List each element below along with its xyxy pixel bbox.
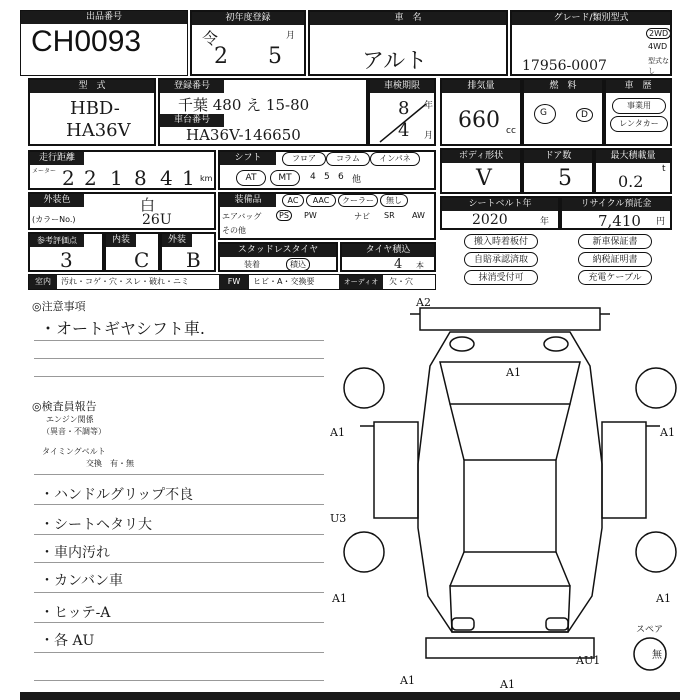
mileage-header: 走行距離 bbox=[30, 152, 84, 165]
mark-u3: U3 bbox=[330, 512, 347, 525]
report-rule-6 bbox=[34, 652, 324, 653]
shift-4: 4 bbox=[310, 172, 316, 182]
first-reg-era: 令 bbox=[202, 29, 219, 48]
report-timing-sub: 交換 有・無 bbox=[86, 459, 134, 468]
mark-a1-bottom-left: A1 bbox=[400, 674, 415, 687]
first-reg-month-unit: 月 bbox=[286, 31, 296, 41]
doc-cancel: 抹消受付可 bbox=[464, 270, 538, 285]
mark-au1: AU1 bbox=[576, 654, 601, 667]
doors-box bbox=[522, 148, 594, 194]
report-item-3: ・車内汚れ bbox=[40, 545, 110, 561]
fw-label: FW bbox=[219, 275, 249, 289]
shift-other: 他 bbox=[352, 175, 362, 185]
grade-value: 17956-0007 bbox=[522, 58, 607, 74]
shift-6: 6 bbox=[338, 172, 344, 182]
shift-header: シフト bbox=[220, 152, 276, 165]
body-type-value: V bbox=[476, 166, 492, 191]
report-item-1: ・ハンドルグリップ不良 bbox=[40, 487, 194, 503]
doors-value: 5 bbox=[558, 166, 572, 191]
grade-box bbox=[510, 10, 672, 76]
model-box bbox=[28, 78, 156, 146]
model-line1: HBD- bbox=[70, 98, 120, 119]
audio-items: 欠・穴 bbox=[389, 277, 413, 286]
shift-box bbox=[218, 150, 436, 190]
fuel-header: 燃 料 bbox=[524, 80, 602, 93]
doc-plate: 搬入時着板付 bbox=[464, 234, 538, 249]
capacity-value: 0.2 bbox=[618, 172, 644, 191]
report-rule-7 bbox=[34, 680, 324, 681]
equip-pw: PW bbox=[304, 211, 317, 220]
recycle-header: リサイクル預託金 bbox=[562, 198, 670, 211]
tire-header: タイヤ積込 bbox=[342, 244, 434, 257]
report-rule-5 bbox=[34, 622, 324, 623]
displacement-value: 660 bbox=[458, 108, 500, 133]
inspection-year-unit: 年 bbox=[424, 101, 434, 111]
displacement-header: 排気量 bbox=[442, 80, 520, 93]
doc-tax: 納税証明書 bbox=[578, 252, 652, 267]
fuel-box bbox=[522, 78, 604, 146]
car-name-header: 車 名 bbox=[310, 12, 506, 25]
lot-header: 出品番号 bbox=[21, 11, 187, 24]
model-line2: HA36V bbox=[66, 120, 131, 141]
first-reg-box bbox=[190, 10, 306, 76]
report-header: ◎検査員報告 bbox=[32, 400, 97, 413]
grade-header: グレード/類別型式 bbox=[512, 12, 670, 25]
equipment-box bbox=[218, 192, 436, 240]
mileage-digit-6: 1 bbox=[182, 166, 195, 190]
registration-box bbox=[158, 78, 368, 146]
equip-aw: AW bbox=[412, 211, 425, 220]
recycle-box bbox=[560, 196, 672, 230]
seatbelt-value: 2020 bbox=[472, 212, 508, 228]
inspection-year: 8 bbox=[398, 98, 410, 119]
shift-floor: フロア bbox=[282, 152, 326, 166]
interior-value: C bbox=[134, 248, 150, 272]
studless-loaded: 積込 bbox=[286, 258, 310, 271]
report-engine: エンジン関係 bbox=[46, 415, 94, 424]
spare-label: スペア bbox=[636, 625, 664, 635]
notes-rule-2 bbox=[34, 358, 324, 359]
equip-ac: AC bbox=[282, 194, 304, 207]
doc-warranty: 新車保証書 bbox=[578, 234, 652, 249]
notes-rule-1 bbox=[34, 340, 324, 341]
report-rule-1 bbox=[34, 504, 324, 505]
mileage-digit-1: 2 bbox=[62, 166, 75, 190]
report-timing: タイミングベルト bbox=[42, 447, 106, 456]
doors-header: ドア数 bbox=[524, 150, 592, 163]
displacement-unit: cc bbox=[506, 126, 516, 136]
registration-header: 登録番号 bbox=[160, 80, 224, 93]
drive-4wd: 4WD bbox=[648, 42, 668, 51]
first-reg-header: 初年度登録 bbox=[192, 12, 304, 25]
equip-navi: ナビ bbox=[354, 212, 370, 221]
fuel-g: G bbox=[540, 108, 547, 118]
shift-at: AT bbox=[236, 170, 266, 186]
report-item-5: ・ヒッテ-A bbox=[40, 605, 111, 621]
exterior-color-value: 白 bbox=[140, 196, 156, 214]
equipment-header: 装備品 bbox=[220, 194, 276, 207]
interior-box bbox=[104, 232, 160, 272]
recycle-value: 7,410 bbox=[598, 212, 641, 230]
inspection-month-unit: 月 bbox=[424, 131, 434, 141]
lot-box bbox=[20, 10, 188, 76]
doc-insurance: 自賠承認済取 bbox=[464, 252, 538, 267]
shift-mt: MT bbox=[270, 170, 300, 186]
equip-none: 無し bbox=[380, 194, 408, 207]
score-header: 参考評価点 bbox=[30, 234, 84, 247]
chassis-value: HA36V-146650 bbox=[186, 126, 301, 144]
seatbelt-header: シートベルト年 bbox=[442, 198, 558, 211]
report-rule-3 bbox=[34, 562, 324, 563]
report-rule-2 bbox=[34, 534, 324, 535]
mark-a1-left-front: A1 bbox=[330, 426, 345, 439]
capacity-unit: t bbox=[662, 164, 666, 174]
score-value: 3 bbox=[60, 248, 73, 272]
notes-rule-3 bbox=[34, 376, 324, 377]
car-name-box bbox=[308, 10, 508, 76]
fuel-d: D bbox=[576, 108, 593, 122]
report-item-2: ・シートヘタリ大 bbox=[40, 517, 152, 533]
mileage-digit-5: 4 bbox=[160, 166, 173, 190]
drive-2wd: 2WD bbox=[646, 28, 671, 39]
body-type-box bbox=[440, 148, 522, 194]
mark-a1-hood: A1 bbox=[506, 366, 521, 379]
mileage-digit-4: 8 bbox=[134, 166, 147, 190]
capacity-box bbox=[594, 148, 672, 194]
first-reg-month: 5 bbox=[268, 44, 282, 69]
bottom-legend-strip bbox=[20, 692, 680, 700]
displacement-box bbox=[440, 78, 522, 146]
mileage-box bbox=[28, 150, 216, 190]
seatbelt-box bbox=[440, 196, 560, 230]
studless-fitted: 装着 bbox=[244, 260, 260, 269]
car-diagram bbox=[330, 296, 690, 692]
report-item-6: ・各 AU bbox=[40, 633, 95, 649]
tire-unit: 本 bbox=[416, 261, 424, 270]
tire-value: 4 bbox=[394, 257, 403, 272]
studless-header: スタッドレスタイヤ bbox=[220, 244, 336, 257]
inspection-slash bbox=[378, 100, 428, 144]
shift-column: コラム bbox=[326, 152, 370, 166]
report-engine-sub: （異音・不調等） bbox=[42, 427, 106, 436]
report-rule-0 bbox=[34, 474, 324, 475]
capacity-header: 最大積載量 bbox=[596, 150, 670, 163]
exterior-color-no-label: (カラーNo.) bbox=[32, 215, 76, 224]
report-rule-4 bbox=[34, 592, 324, 593]
notes-header: ◎注意事項 bbox=[32, 300, 86, 313]
shift-inpane: インパネ bbox=[370, 152, 420, 166]
shift-5: 5 bbox=[324, 172, 330, 182]
mark-a1-bottom-mid: A1 bbox=[500, 678, 515, 691]
history-header: 車 歴 bbox=[606, 80, 670, 93]
audio-label: オーディオ bbox=[339, 275, 383, 289]
exterior-grade-header: 外装 bbox=[162, 234, 192, 247]
mileage-meter-label: メーター bbox=[32, 168, 57, 175]
equip-cooler: クーラー bbox=[338, 194, 378, 207]
doc-cable: 充電ケーブル bbox=[578, 270, 652, 285]
history-rental: レンタカー bbox=[610, 116, 668, 132]
interior-cond-label: 室内 bbox=[29, 275, 57, 289]
mileage-digit-2: 2 bbox=[84, 166, 97, 190]
studless-box bbox=[218, 242, 338, 272]
exterior-grade-value: B bbox=[186, 248, 201, 272]
equip-ps: PS bbox=[276, 210, 292, 221]
mileage-unit: km bbox=[200, 174, 213, 183]
inspection-box bbox=[368, 78, 436, 146]
mark-a1-right-front: A1 bbox=[660, 426, 675, 439]
inspection-month: 4 bbox=[398, 120, 410, 141]
equip-aac: AAC bbox=[306, 194, 336, 207]
drive-none: 型式なし bbox=[648, 57, 669, 75]
equip-other-label: その他 bbox=[222, 226, 246, 235]
mileage-digit-3: 1 bbox=[110, 166, 123, 190]
first-reg-year: 2 bbox=[214, 44, 228, 69]
spare-value: 無 bbox=[652, 650, 662, 661]
tire-box bbox=[340, 242, 436, 272]
inspection-header: 車検期限 bbox=[370, 80, 434, 93]
report-item-4: ・カンバン車 bbox=[40, 573, 124, 589]
score-box bbox=[28, 232, 104, 272]
history-business: 事業用 bbox=[612, 98, 666, 114]
interior-cond-items: 汚れ・コゲ・穴・スレ・破れ・ニミ bbox=[61, 277, 189, 286]
registration-value: 千葉 480 え 15-80 bbox=[178, 96, 310, 114]
mark-a1-left-rear: A1 bbox=[332, 592, 347, 605]
body-type-header: ボディ形状 bbox=[442, 150, 520, 163]
model-header: 型 式 bbox=[30, 80, 154, 93]
interior-header: 内装 bbox=[106, 234, 136, 247]
exterior-color-no: 26U bbox=[142, 212, 172, 228]
mark-a2: A2 bbox=[416, 296, 431, 309]
chassis-header: 車台番号 bbox=[160, 114, 224, 127]
equip-sr: SR bbox=[384, 211, 395, 220]
fw-items: ヒビ・A・交換要 bbox=[253, 277, 315, 286]
recycle-unit: 円 bbox=[656, 217, 666, 227]
equip-airbag: エアバッグ bbox=[222, 212, 262, 221]
car-name-value: アルト bbox=[362, 49, 428, 74]
history-box bbox=[604, 78, 672, 146]
lot-code: CH0093 bbox=[31, 25, 142, 58]
exterior-grade-box bbox=[160, 232, 216, 272]
exterior-color-box bbox=[28, 192, 216, 230]
condition-strip bbox=[28, 274, 436, 290]
notes-line1: ・オートギヤシフト車. bbox=[40, 319, 205, 338]
seatbelt-unit: 年 bbox=[540, 217, 550, 227]
exterior-color-header: 外装色 bbox=[30, 194, 84, 207]
mark-a1-right-rear: A1 bbox=[656, 592, 671, 605]
